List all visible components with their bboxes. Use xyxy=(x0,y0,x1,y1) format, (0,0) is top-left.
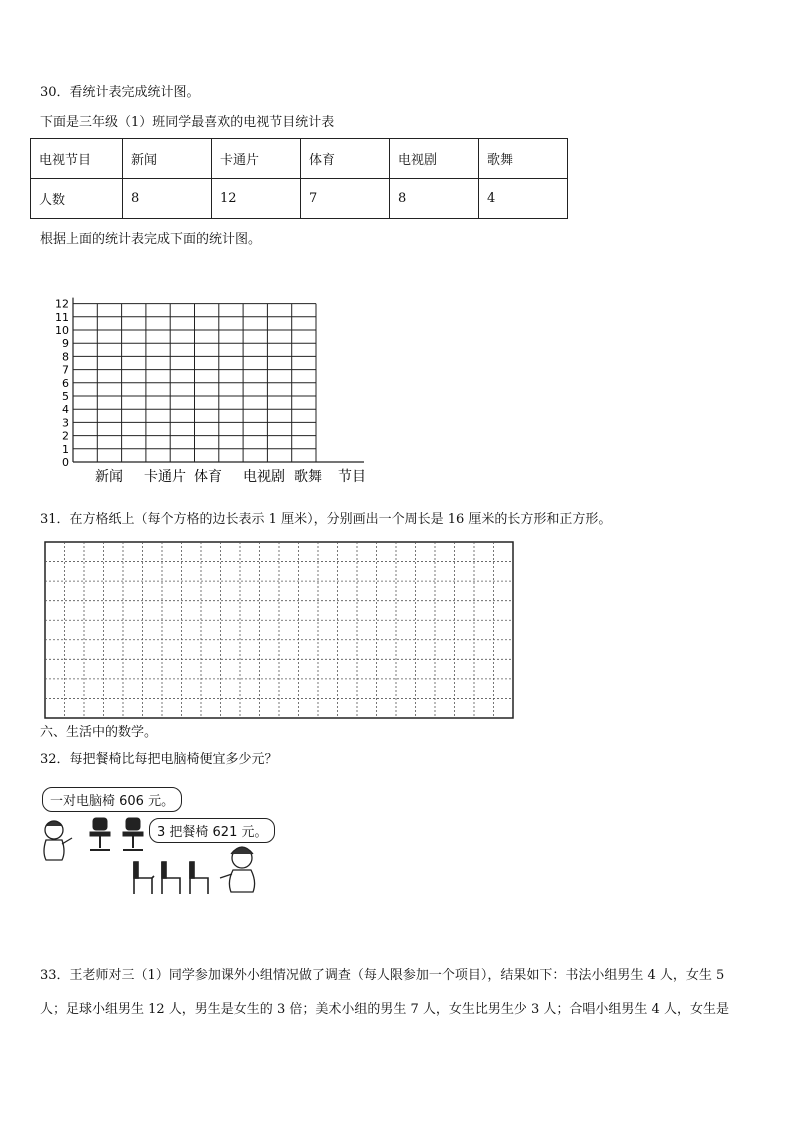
table-cell: 4 xyxy=(479,179,568,219)
y-tick-label: 9 xyxy=(62,337,69,351)
table-cell: 卡通片 xyxy=(212,139,301,179)
q33-line1: 33．王老师对三（1）同学参加课外小组情况做了调查（每人限参加一个项目），结果如下：书法小组男生 4 人，女生 5 xyxy=(40,968,725,983)
y-tick-label: 2 xyxy=(62,429,69,443)
dining-chair-icon xyxy=(134,862,154,894)
computer-chair-icon xyxy=(90,818,110,850)
q32-title: 32．每把餐椅比每把电脑椅便宜多少元？ xyxy=(40,752,278,767)
x-axis-label: 节目 xyxy=(338,469,366,485)
x-tick-label: 歌舞 xyxy=(294,469,322,485)
table-cell: 电视节目 xyxy=(31,139,123,179)
y-tick-label: 5 xyxy=(62,390,69,403)
q33-line2: 人；足球小组男生 12 人，男生是女生的 3 倍；美术小组的男生 7 人，女生比男生少 3 人；合唱小组男生 4 人，女生是 xyxy=(40,1002,729,1017)
x-tick-labels xyxy=(95,468,322,485)
chair-illustration xyxy=(36,782,286,902)
x-tick-label: 电视剧 xyxy=(243,469,285,485)
boy-figure xyxy=(44,821,72,860)
blank-bar-chart xyxy=(40,262,380,492)
table-cell: 体育 xyxy=(301,139,390,179)
table-cell: 人数 xyxy=(31,179,123,219)
table-cell: 歌舞 xyxy=(479,139,568,179)
y-tick-label: 10 xyxy=(55,324,69,337)
table-row xyxy=(31,179,568,219)
q30-title: 30．看统计表完成统计图。 xyxy=(40,85,200,100)
girl-figure xyxy=(220,847,255,892)
table-cell: 7 xyxy=(301,179,390,219)
chart-instruction: 根据上面的统计表完成下面的统计图。 xyxy=(40,232,262,247)
y-tick-label: 4 xyxy=(62,403,69,417)
table-cell: 8 xyxy=(123,179,212,219)
y-tick-label: 11 xyxy=(55,310,69,324)
speech-bubble-girl: 3 把餐椅 621 元。 xyxy=(149,818,275,843)
dining-chair-icon xyxy=(190,862,208,894)
y-tick-label: 1 xyxy=(62,442,69,456)
x-tick-label: 体育 xyxy=(194,469,222,485)
chart-grid xyxy=(73,304,316,462)
section-title: 六、生活中的数学。 xyxy=(40,725,158,740)
table-cell: 新闻 xyxy=(123,139,212,179)
y-tick-label: 6 xyxy=(62,376,69,390)
y-tick-label: 8 xyxy=(62,350,69,364)
x-tick-label: 新闻 xyxy=(95,469,123,485)
table-cell: 电视剧 xyxy=(390,139,479,179)
y-tick-label: 12 xyxy=(55,297,69,311)
y-tick-labels xyxy=(55,298,69,469)
y-tick-label: 0 xyxy=(62,456,69,469)
computer-chair-icon xyxy=(123,818,143,850)
y-tick-label: 7 xyxy=(62,363,69,377)
table-cell: 8 xyxy=(390,179,479,219)
table-header-row xyxy=(31,139,568,179)
dining-chair-icon xyxy=(162,862,180,894)
table-cell: 12 xyxy=(212,179,301,219)
q31-title: 31．在方格纸上（每个方格的边长表示 1 厘米），分别画出一个周长是 16 厘米的长方形和正方形。 xyxy=(40,512,612,527)
grid-paper[interactable] xyxy=(44,541,514,719)
speech-bubble-boy: 一对电脑椅 606 元。 xyxy=(42,787,182,812)
table-caption: 下面是三年级（1）班同学最喜欢的电视节目统计表 xyxy=(40,115,335,130)
y-tick-label: 3 xyxy=(62,416,69,430)
tv-stats-table xyxy=(30,138,568,219)
chair-drawing xyxy=(36,782,286,902)
x-tick-label: 卡通片 xyxy=(144,469,186,485)
